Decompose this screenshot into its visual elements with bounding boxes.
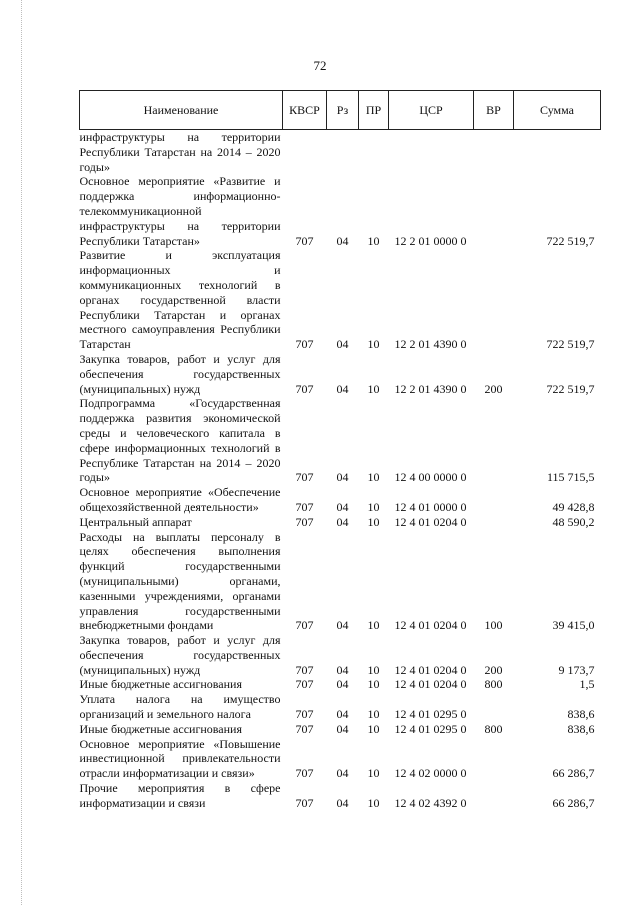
cell-vr	[474, 396, 514, 485]
cell-pr: 10	[367, 618, 380, 633]
cell-name	[80, 174, 283, 248]
cell-csr: 12 4 02 4392 0	[394, 795, 467, 810]
cell-pr: 10	[367, 707, 380, 722]
cell-csr	[389, 130, 474, 175]
cell-name	[80, 633, 283, 677]
header-rz: Рз	[327, 91, 359, 130]
cell-kvsr: 707	[295, 514, 314, 529]
cell-rz: 04	[336, 662, 349, 677]
cell-pr: 10	[367, 514, 380, 529]
header-kvsr: КВСР	[283, 91, 327, 130]
margin-rule	[21, 0, 22, 905]
header-pr: ПР	[359, 91, 389, 130]
page-number: 72	[313, 58, 327, 73]
cell-sum: 9 173,7	[558, 662, 595, 677]
cell-vr: 200	[484, 381, 503, 396]
row-name-text: Расходы на выплаты персоналу в целях обеспечения выполнения функций государственными (муниципальными) органами, казенными учреждениями, органами управления государственными внебюджетными фондами	[79, 529, 281, 633]
cell-pr: 10	[367, 662, 380, 677]
cell-pr: 10	[367, 337, 380, 352]
cell-rz: 04	[336, 381, 349, 396]
table-row	[80, 722, 601, 737]
table-row	[80, 130, 601, 175]
cell-csr: 12 4 01 0204 0	[394, 618, 467, 633]
table-row	[80, 530, 601, 634]
table-row	[80, 396, 601, 485]
row-name-text: Иные бюджетные ассигнования	[79, 721, 242, 736]
cell-sum: 722 519,7	[546, 381, 595, 396]
row-name-text: Закупка товаров, работ и услуг для обеспечения государственных (муниципальных) нужд	[79, 633, 281, 677]
row-name-text: инфраструктуры на территории Республики Татарстан на 2014 – 2020 годы»	[79, 130, 281, 174]
header-vr: ВР	[474, 91, 514, 130]
header-sum: Сумма	[514, 91, 601, 130]
cell-name	[80, 692, 283, 722]
cell-vr: 800	[484, 721, 503, 736]
cell-csr: 12 2 01 0000 0	[394, 233, 467, 248]
cell-name	[80, 530, 283, 634]
cell-name	[80, 396, 283, 485]
cell-sum: 48 590,2	[552, 514, 595, 529]
table-header	[80, 91, 601, 130]
cell-vr	[474, 174, 514, 248]
cell-name	[80, 781, 283, 811]
cell-sum: 66 286,7	[552, 795, 595, 810]
row-name-text: Подпрограмма «Государственная поддержка развития экономической среды и человеческого капитала в сфере информационных технологий в Республике Татарстан на 2014 – 2020 годы»	[79, 396, 281, 485]
cell-csr: 12 4 00 0000 0	[394, 470, 467, 485]
cell-csr: 12 4 01 0295 0	[394, 707, 467, 722]
cell-kvsr: 707	[295, 499, 314, 514]
cell-kvsr: 707	[295, 618, 314, 633]
header-csr: ЦСР	[389, 91, 474, 130]
cell-pr: 10	[367, 795, 380, 810]
cell-vr: 100	[484, 618, 503, 633]
cell-rz: 04	[336, 721, 349, 736]
table-row	[80, 485, 601, 515]
cell-rz: 04	[336, 233, 349, 248]
cell-pr: 10	[367, 766, 380, 781]
cell-pr: 10	[367, 499, 380, 514]
cell-sum: 838,6	[567, 707, 595, 722]
table-row	[80, 352, 601, 396]
cell-kvsr: 707	[295, 721, 314, 736]
cell-vr	[474, 737, 514, 781]
cell-name	[80, 248, 283, 352]
cell-name	[80, 515, 283, 530]
table-row	[80, 677, 601, 692]
cell-csr: 12 4 01 0204 0	[394, 514, 467, 529]
cell-rz: 04	[336, 766, 349, 781]
cell-kvsr	[283, 130, 327, 175]
budget-table	[79, 90, 601, 811]
cell-rz: 04	[336, 337, 349, 352]
cell-kvsr: 707	[295, 766, 314, 781]
table-body	[80, 130, 601, 811]
cell-csr: 12 4 02 0000 0	[394, 766, 467, 781]
cell-vr	[474, 485, 514, 515]
cell-rz: 04	[336, 795, 349, 810]
table-row	[80, 248, 601, 352]
row-name-text: Иные бюджетные ассигнования	[79, 677, 242, 692]
table-row	[80, 633, 601, 677]
cell-vr	[474, 130, 514, 175]
cell-rz: 04	[336, 499, 349, 514]
cell-sum: 722 519,7	[546, 233, 595, 248]
cell-name	[80, 677, 283, 692]
cell-sum: 722 519,7	[546, 337, 595, 352]
table-row	[80, 692, 601, 722]
table-row	[80, 174, 601, 248]
cell-name	[80, 722, 283, 737]
cell-sum: 66 286,7	[552, 766, 595, 781]
cell-kvsr: 707	[295, 662, 314, 677]
cell-kvsr: 707	[295, 337, 314, 352]
cell-vr	[474, 515, 514, 530]
row-name-text: Развитие и эксплуатация информационных и коммуникационных технологий в органах государственной власти Республики Татарстан и органах местного самоуправления Республики Татарстан	[79, 248, 281, 352]
row-name-text: Центральный аппарат	[79, 514, 192, 529]
cell-name	[80, 485, 283, 515]
cell-csr: 12 2 01 4390 0	[394, 381, 467, 396]
cell-rz: 04	[336, 677, 349, 692]
cell-kvsr: 707	[295, 707, 314, 722]
table-row	[80, 737, 601, 781]
cell-pr	[359, 130, 389, 175]
cell-pr: 10	[367, 381, 380, 396]
row-name-text: Прочие мероприятия в сфере информатизации и связи	[79, 781, 281, 810]
cell-vr	[474, 781, 514, 811]
cell-kvsr: 707	[295, 677, 314, 692]
cell-pr: 10	[367, 233, 380, 248]
cell-vr: 200	[484, 662, 503, 677]
cell-sum: 1,5	[579, 677, 595, 692]
cell-csr: 12 4 01 0295 0	[394, 721, 467, 736]
cell-vr: 800	[484, 677, 503, 692]
table-row	[80, 781, 601, 811]
cell-kvsr: 707	[295, 470, 314, 485]
cell-csr: 12 4 01 0204 0	[394, 677, 467, 692]
row-name-text: Уплата налога на имущество организаций и земельного налога	[79, 692, 281, 722]
cell-kvsr: 707	[295, 795, 314, 810]
row-name-text: Основное мероприятие «Обеспечение общехозяйственной деятельности»	[79, 485, 281, 514]
cell-name	[80, 352, 283, 396]
cell-kvsr: 707	[295, 381, 314, 396]
table-row	[80, 515, 601, 530]
row-name-text: Основное мероприятие «Повышение инвестиционной привлекательности отрасли информатизации и связи»	[79, 736, 281, 781]
cell-pr: 10	[367, 470, 380, 485]
cell-sum: 838,6	[567, 721, 595, 736]
row-name-text: Закупка товаров, работ и услуг для обеспечения государственных (муниципальных) нужд	[79, 351, 281, 396]
cell-csr: 12 4 01 0204 0	[394, 662, 467, 677]
cell-sum	[514, 130, 601, 175]
cell-vr	[474, 692, 514, 722]
cell-pr: 10	[367, 721, 380, 736]
cell-rz	[327, 130, 359, 175]
cell-sum: 39 415,0	[552, 618, 595, 633]
cell-sum: 49 428,8	[552, 499, 595, 514]
cell-rz: 04	[336, 470, 349, 485]
cell-name	[80, 130, 283, 175]
cell-vr	[474, 248, 514, 352]
cell-kvsr: 707	[295, 233, 314, 248]
cell-rz: 04	[336, 707, 349, 722]
row-name-text: Основное мероприятие «Развитие и поддержка информационно-телекоммуникационной инфраструктуры на территории Республики Татарстан»	[79, 174, 281, 248]
cell-name	[80, 737, 283, 781]
cell-sum: 115 715,5	[546, 470, 595, 485]
cell-csr: 12 4 01 0000 0	[394, 499, 467, 514]
cell-rz: 04	[336, 618, 349, 633]
cell-rz: 04	[336, 514, 349, 529]
header-name: Наименование	[80, 91, 283, 130]
cell-pr: 10	[367, 677, 380, 692]
cell-csr: 12 2 01 4390 0	[394, 337, 467, 352]
